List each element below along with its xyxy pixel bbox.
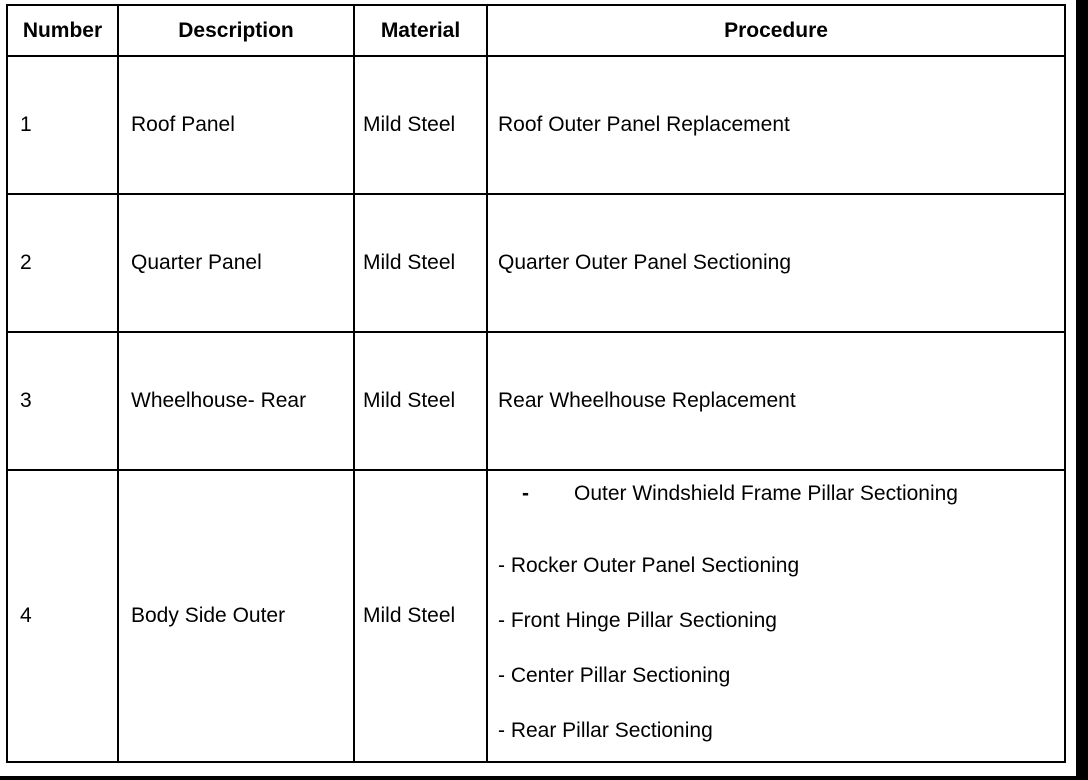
- cell-number: 2: [7, 194, 118, 332]
- header-description: Description: [118, 5, 354, 56]
- cell-material: Mild Steel: [354, 332, 487, 470]
- dash-bullet: -: [522, 482, 529, 505]
- header-procedure: Procedure: [487, 5, 1065, 56]
- procedure-list-item: - Rocker Outer Panel Sectioning: [498, 554, 800, 577]
- cell-description: Wheelhouse- Rear: [118, 332, 354, 470]
- procedure-list: [498, 474, 1064, 758]
- cell-procedure: Rear Wheelhouse Replacement: [487, 332, 1065, 470]
- cell-procedure-list: [487, 470, 1065, 762]
- procedure-list-item: - Front Hinge Pillar Sectioning: [498, 609, 777, 632]
- table-row: [7, 194, 1065, 332]
- procedure-list-item: [498, 474, 1064, 538]
- procedure-item-text: Outer Windshield Frame Pillar Sectioning: [574, 482, 958, 505]
- table-row: [7, 470, 1065, 762]
- cell-description: Body Side Outer: [118, 470, 354, 762]
- cell-procedure: Roof Outer Panel Replacement: [487, 56, 1065, 194]
- cell-number: 4: [7, 470, 118, 762]
- table-row: [7, 56, 1065, 194]
- cell-material: Mild Steel: [354, 194, 487, 332]
- cell-number: 1: [7, 56, 118, 194]
- cell-number: 3: [7, 332, 118, 470]
- cell-material: Mild Steel: [354, 56, 487, 194]
- header-material: Material: [354, 5, 487, 56]
- cell-description: Quarter Panel: [118, 194, 354, 332]
- parts-table: [6, 4, 1066, 763]
- table-row: [7, 332, 1065, 470]
- procedure-list-item: - Rear Pillar Sectioning: [498, 719, 713, 742]
- table-header-row: [7, 5, 1065, 56]
- cell-material: Mild Steel: [354, 470, 487, 762]
- cell-description: Roof Panel: [118, 56, 354, 194]
- cell-procedure: Quarter Outer Panel Sectioning: [487, 194, 1065, 332]
- procedure-list-item: - Center Pillar Sectioning: [498, 664, 731, 687]
- header-number: Number: [7, 5, 118, 56]
